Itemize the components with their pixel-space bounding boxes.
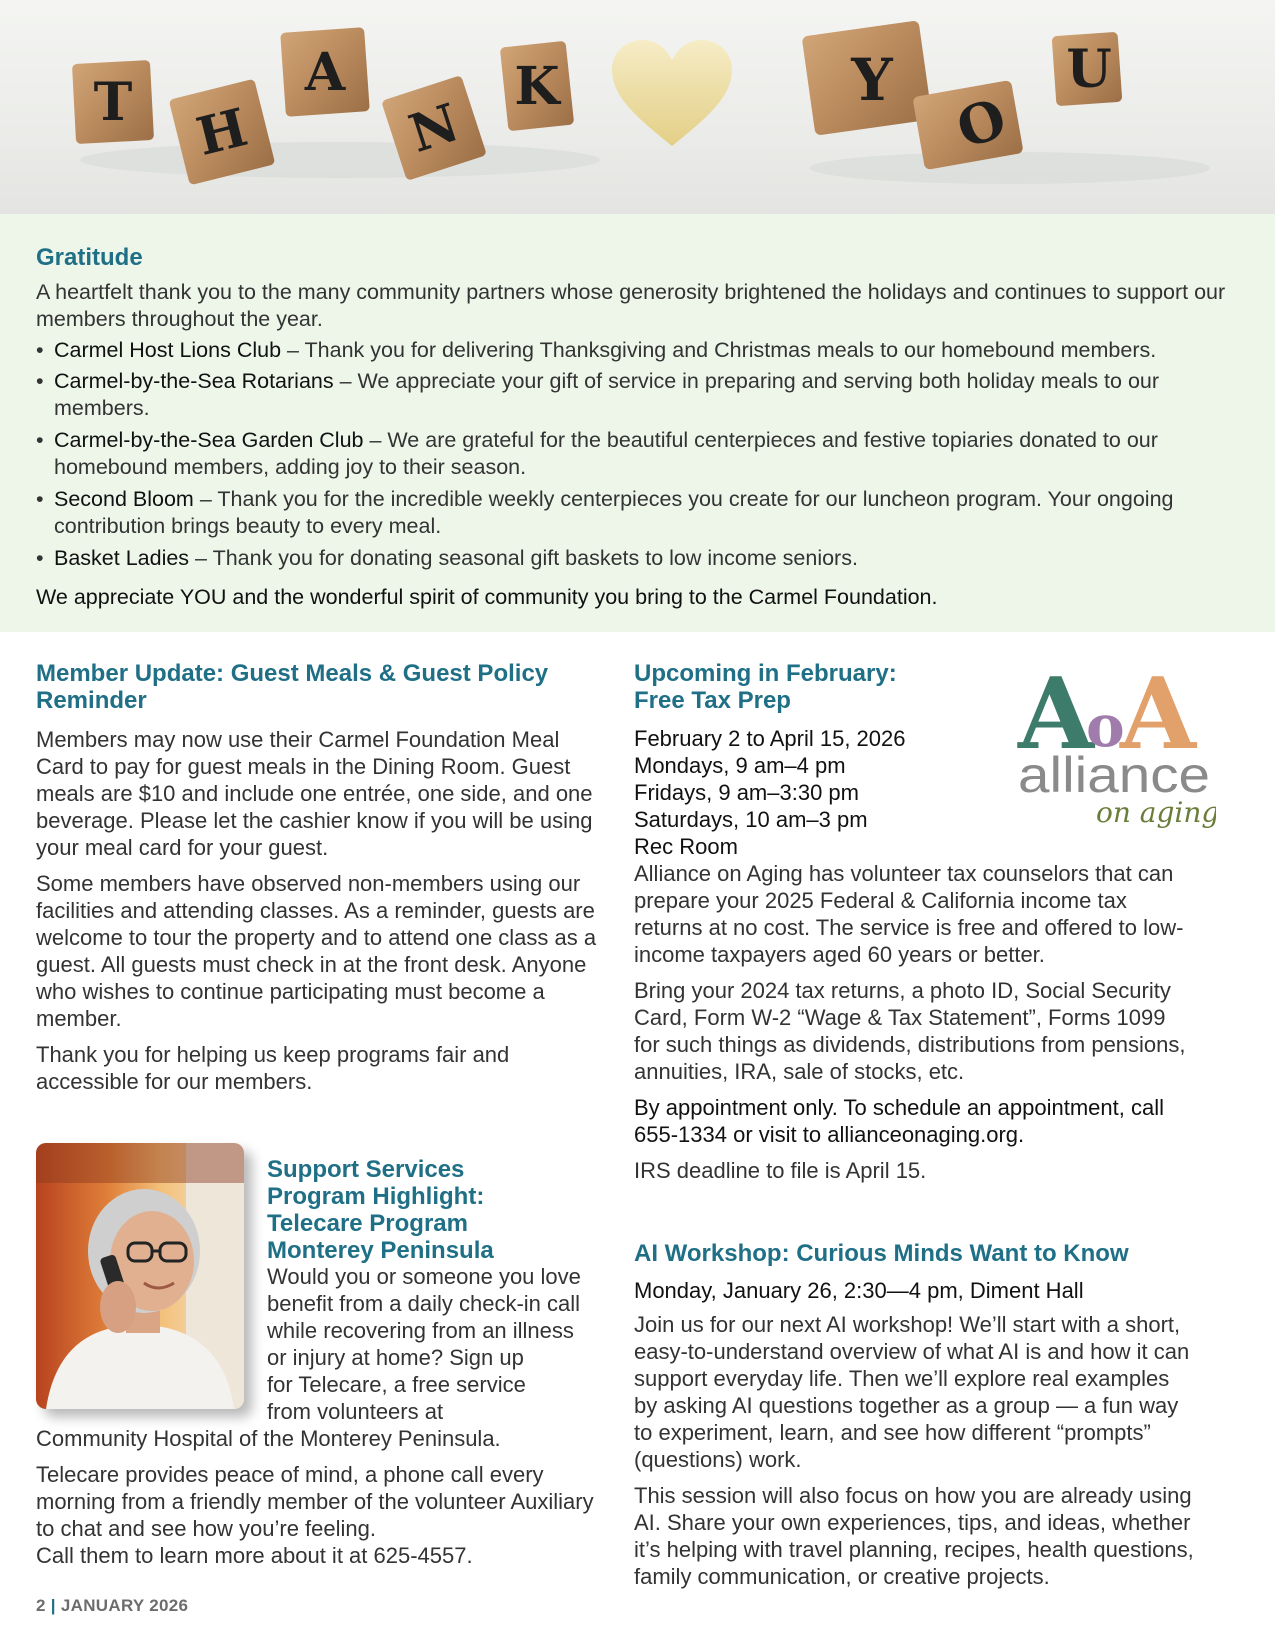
thank-you-banner [0, 0, 1275, 214]
partner-name: Carmel-by-the-Sea Garden Club [54, 428, 364, 452]
support-text-line: for Telecare, a free service [267, 1372, 526, 1397]
issue-date: JANUARY 2026 [60, 1596, 189, 1615]
partner-thanks: – We are grateful for the beautiful centerpieces and festive topiaries donated to our homebound members, adding joy to their season. [54, 428, 1158, 479]
partner-thanks: – Thank you for the incredible weekly centerpieces you create for our luncheon program. Your ongoing contribution brings beauty to every meal. [54, 487, 1174, 538]
block-letter: H [190, 96, 254, 169]
tax-schedule [634, 725, 1014, 860]
schedule-line: February 2 to April 15, 2026 [634, 726, 906, 751]
partner-name: Basket Ladies [54, 546, 190, 570]
support-title-line: Program Highlight: [267, 1183, 485, 1210]
tax-deadline: IRS deadline to file is April 15. [634, 1158, 927, 1183]
logo-tagline: on aging [1096, 796, 1216, 829]
partner-list [36, 337, 1236, 576]
member-update-paragraph: Members may now use their Carmel Foundation Meal Card to pay for guest meals in the Dining Room. Guest meals are $10 and include one entrée, one side, and one beverage. Please let the cashier know if you will be using your meal card for your guest. [36, 727, 593, 860]
member-update-article [36, 660, 606, 1104]
letter-blocks-image [0, 0, 1275, 214]
telecare-phone-line: Call them to learn more about it at 625-4557. [36, 1543, 473, 1568]
schedule-line: Saturdays, 10 am–3 pm [634, 807, 868, 832]
block-letter: U [1066, 39, 1112, 100]
logo-wordmark: alliance [1018, 747, 1210, 803]
ai-paragraph: Join us for our next AI workshop! We’ll start with a short, easy-to-understand overview of what AI is and how it can support everyday life. Then we’ll explore real examples by asking AI questions together as a group — a fun way to experiment, learn, and see how different “prompts” (questions) work. [634, 1312, 1190, 1472]
schedule-line: Fridays, 9 am–3:30 pm [634, 780, 859, 805]
block-letter: K [514, 56, 560, 117]
support-text-line: Community Hospital of the Monterey Peninsula. [36, 1426, 501, 1451]
list-item: • Carmel-by-the-Sea Rotarians – We appreciate your gift of service in preparing and serving both holiday meals to our members. [36, 369, 1160, 420]
logo-letter: o [1086, 692, 1125, 760]
support-services-body [36, 1425, 606, 1569]
partner-thanks: – Thank you for delivering Thanksgiving and Christmas meals to our homebound members. [281, 338, 1157, 362]
block-letter: O [949, 85, 1014, 161]
schedule-line: Mondays, 9 am–4 pm [634, 753, 846, 778]
gratitude-intro: A heartfelt thank you to the many community partners whose generosity brightened the holidays and continues to support our members throughout the year. [36, 280, 1226, 331]
support-text-line: benefit from a daily check-in call [267, 1291, 581, 1316]
list-item: • Second Bloom – Thank you for the incredible weekly centerpieces you create for our luncheon program. Your ongoing contribution brings beauty to every meal. [36, 487, 1174, 538]
support-text-line: Would you or someone you love [267, 1264, 581, 1289]
tax-prep-heading [634, 660, 1014, 714]
partner-thanks: – Thank you for donating seasonal gift baskets to low income seniors. [189, 546, 858, 570]
alliance-on-aging-logo [1016, 660, 1216, 840]
member-update-paragraph: Thank you for helping us keep programs fair and accessible for our members. [36, 1042, 510, 1094]
tax-paragraph: Alliance on Aging has volunteer tax counselors that can prepare your 2025 Federal & California income tax returns at no cost. The service is free and offered to low-income taxpayers aged 60 years or better. [634, 861, 1184, 967]
gratitude-closing: We appreciate YOU and the wonderful spirit of community you bring to the Carmel Foundation. [36, 585, 938, 609]
ai-workshop-when: Monday, January 26, 2:30—4 pm, Diment Hall [634, 1278, 1084, 1303]
member-update-paragraph: Some members have observed non-members using our facilities and attending classes. As a reminder, guests are welcome to tour the property and to attend one class as a guest. All guests must check in at the front desk. Anyone who wishes to continue participating must become a member. [36, 871, 597, 1031]
page-number: 2 [36, 1596, 46, 1615]
support-text-line: or injury at home? Sign up [267, 1345, 524, 1370]
block-letter: T [93, 72, 133, 133]
block-letter: N [402, 92, 467, 165]
logo-letter: A [1018, 660, 1095, 772]
block-a [280, 27, 370, 117]
tax-appointment: By appointment only. To schedule an appointment, call 655-1334 or visit to allianceonaging.org. [634, 1095, 1164, 1147]
gratitude-title: Gratitude [36, 244, 143, 271]
support-services-heading [267, 1156, 607, 1264]
page-footer [36, 1596, 188, 1616]
telecare-paragraph: Telecare provides peace of mind, a phone call every morning from a friendly member of the volunteer Auxiliary to chat and see how you’re feeling. [36, 1462, 594, 1541]
footer-separator: | [50, 1596, 56, 1615]
partner-thanks: – We appreciate your gift of service in preparing and serving both holiday meals to our members. [54, 369, 1160, 420]
ai-workshop-article [634, 1240, 1194, 1599]
member-update-title: Member Update: Guest Meals & Guest Policy Reminder [36, 660, 549, 714]
tax-paragraph: Bring your 2024 tax returns, a photo ID, Social Security Card, Form W-2 “Wage & Tax Statement”, Forms 1099 for such things as dividends, distributions from pensions, annuities, IRA, sale of stocks, etc. [634, 978, 1186, 1084]
heart-icon [612, 40, 732, 146]
tax-prep-body [634, 860, 1194, 1193]
logo-letter: A [1120, 660, 1197, 772]
partner-name: Carmel Host Lions Club [54, 338, 282, 362]
telecare-photo [36, 1143, 244, 1409]
tax-title-line: Upcoming in February: [634, 660, 897, 687]
schedule-line: Rec Room [634, 834, 738, 859]
ai-paragraph: This session will also focus on how you are already using AI. Share your own experiences, tips, and ideas, whether it’s helping with travel planning, recipes, health questions, family communication, or creative projects. [634, 1483, 1194, 1589]
list-item: • Carmel Host Lions Club – Thank you for delivering Thanksgiving and Christmas meals to our homebound members. [36, 338, 1157, 362]
support-title-line: Monterey Peninsula [267, 1237, 494, 1264]
gratitude-section [0, 214, 1275, 632]
tax-title-line: Free Tax Prep [634, 687, 791, 714]
list-item: • Carmel-by-the-Sea Garden Club – We are grateful for the beautiful centerpieces and festive topiaries donated to our homebound members, adding joy to their season. [36, 428, 1158, 479]
support-services-wrap-text [267, 1263, 607, 1425]
list-item: • Basket Ladies – Thank you for donating seasonal gift baskets to low income seniors. [36, 546, 858, 570]
block-t [72, 60, 154, 144]
ai-workshop-title: AI Workshop: Curious Minds Want to Know [634, 1240, 1129, 1267]
block-letter: A [304, 42, 346, 103]
support-text-line: from volunteers at [267, 1399, 444, 1424]
block-u [1052, 32, 1123, 106]
block-k [500, 41, 574, 131]
support-text-line: while recovering from an illness [267, 1318, 574, 1343]
block-letter: Y [851, 46, 893, 114]
support-title-line: Support Services [267, 1156, 465, 1183]
block-y [802, 20, 933, 135]
partner-name: Second Bloom [54, 487, 194, 511]
partner-name: Carmel-by-the-Sea Rotarians [54, 369, 334, 393]
support-title-line: Telecare Program [267, 1210, 468, 1237]
